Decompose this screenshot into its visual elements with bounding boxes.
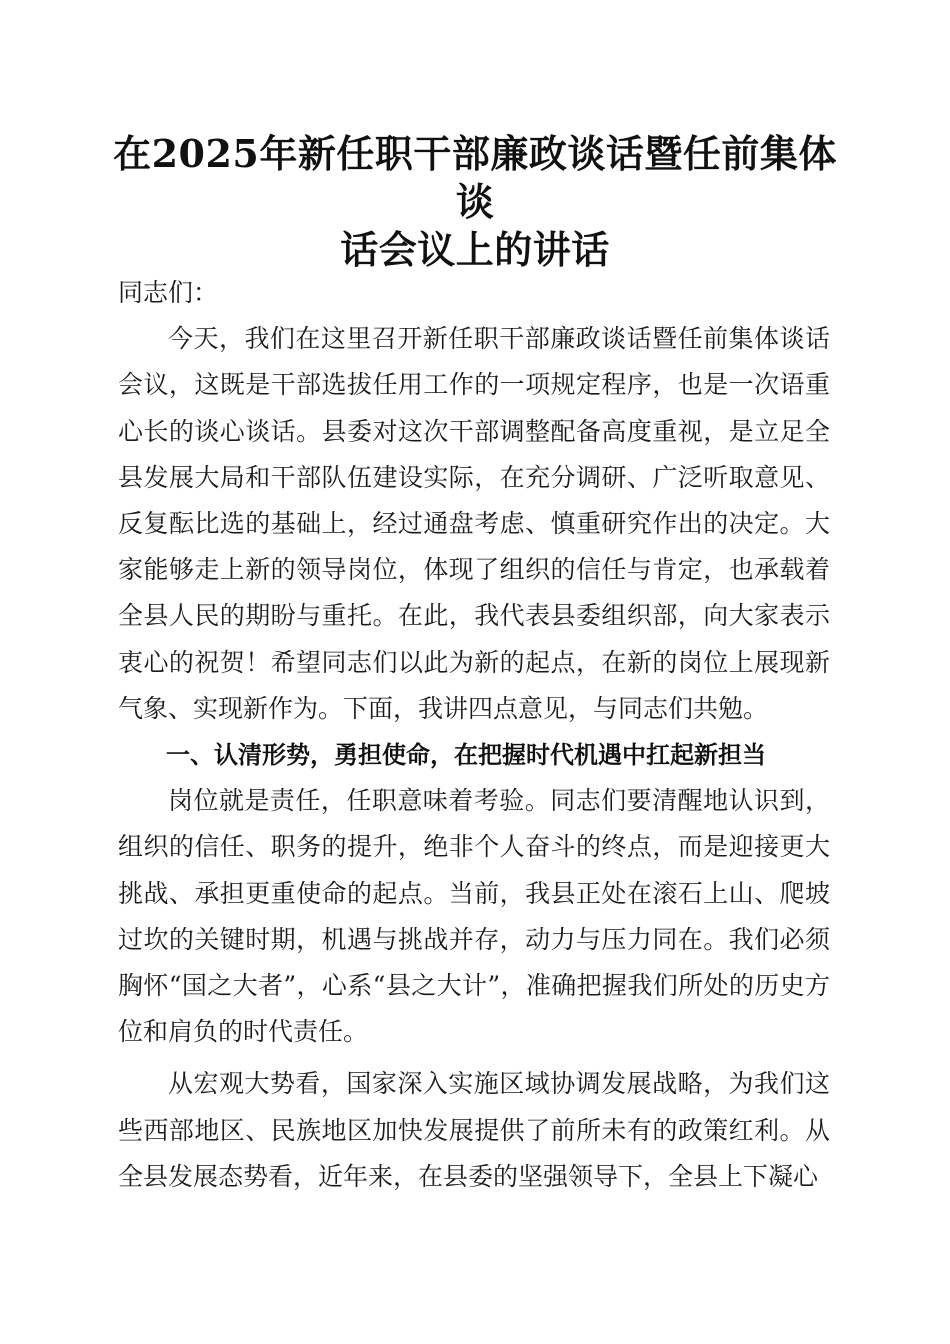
intro-paragraph: 今天，我们在这里召开新任职干部廉政谈话暨任前集体谈话会议，这既是干部选拔任用工作的一项规定程序，也是一次语重心长的谈心谈话。县委对这次干部调整配备高度重视，是立足全县发展大局和干部队伍建设实际，在充分调研、广泛听取意见、反复酝比选的基础上，经过通盘考虑、慎重研究作出的决定。大家能够走上新的领导岗位，体现了组织的信任与肯定，也承载着全县人民的期盼与重托。在此，我代表县委组织部，向大家表示衷心的祝贺！希望同志们以此为新的起点，在新的岗位上展现新气象、实现新作为。下面，我讲四点意见，与同志们共勉。 xyxy=(118,324,830,723)
title-line-1: 在2025年新任职干部廉政谈话暨任前集体谈 xyxy=(113,131,837,224)
section-1-paragraph: 岗位就是责任，任职意味着考验。同志们要清醒地认识到，组织的信任、职务的提升，绝非个人奋斗的终点，而是迎接更大挑战、承担更重使命的起点。当前，我县正处在滚石上山、爬坡过坎的关键时期，机遇与挑战并存，动力与压力同在。我们必须胸怀“国之大者”，心系“县之大计”，准确把握我们所处的历史方位和肩负的时代责任。 xyxy=(118,786,830,1047)
document-title xyxy=(100,130,850,274)
section-heading-1: 一、认清形势，勇担使命，在把握时代机遇中扛起新担当 xyxy=(166,741,766,770)
title-line-2: 话会议上的讲话 xyxy=(340,227,610,272)
section-1-paragraph: 从宏观大势看，国家深入实施区域协调发展战略，为我们这些西部地区、民族地区加快发展提供了前所未有的政策红利。从全县发展态势看，近年来，在县委的坚强领导下，全县上下凝心 xyxy=(118,1069,830,1191)
document-body xyxy=(118,270,830,1200)
salutation: 同志们： xyxy=(118,278,219,307)
